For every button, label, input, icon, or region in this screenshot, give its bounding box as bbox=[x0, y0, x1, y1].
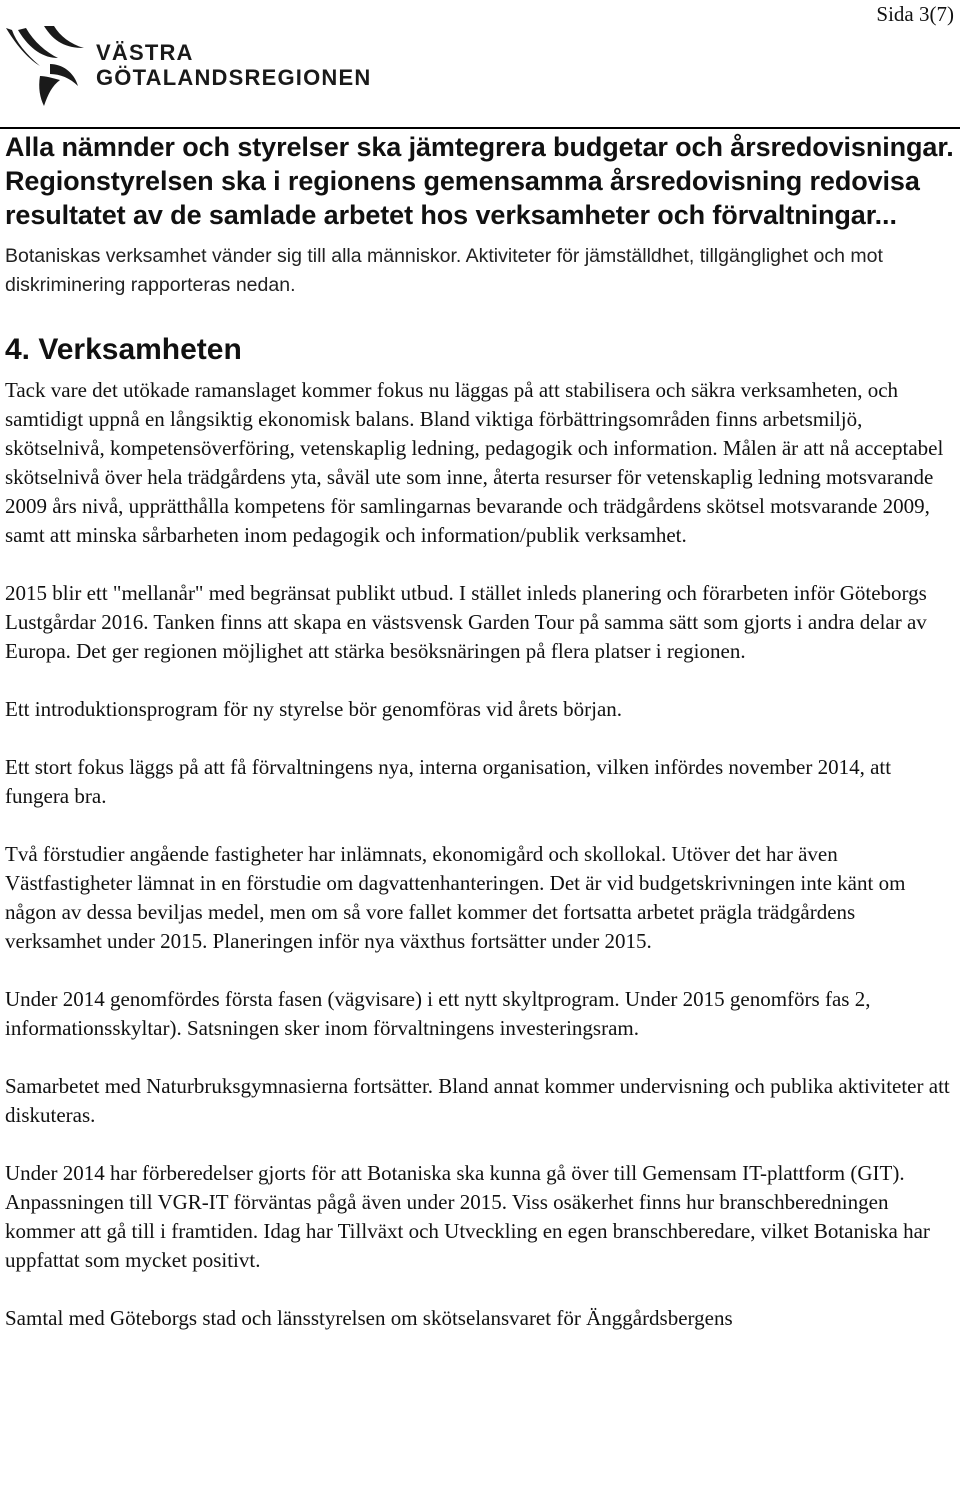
paragraph-9: Samtal med Göteborgs stad och länsstyrelsen om skötselansvaret för Änggårdsbergens bbox=[5, 1306, 733, 1330]
paragraph-5: Två förstudier angående fastigheter har inlämnats, ekonomigård och skollokal. Utöver det har även Västfastigheter lämnat in en förstudie om dagvattenhanteringen. Det är vid budgetskrivningen inte känt om någon av dessa beviljas medel, men om så vore fallet kommer det fortsatta arbetet prägla trädgårdens verksamhet under 2015. Planeringen inför nya växthus fortsätter under 2015. bbox=[5, 842, 906, 953]
paragraph-4: Ett stort fokus läggs på att få förvaltningens nya, interna organisation, vilken infördes november 2014, att fungera bra. bbox=[5, 755, 892, 808]
logo-line-2: GÖTALANDSREGIONEN bbox=[96, 65, 372, 90]
paragraph-1: Tack vare det utökade ramanslaget kommer fokus nu läggas på att stabilisera och säkra verksamheten, och samtidigt uppnå en långsiktig ekonomisk balans. Bland viktiga förbättringsområden finns arbetsmiljö, skötselnivå, kompetensöverföring, vetenskaplig ledning, pedagogik och information. Målen är att nå acceptabel skötselnivå över hela trädgårdens yta, såväl ute som inne, återta resurser för vetenskaplig ledning motsvarande 2009 års nivå, upprätthålla kompetens för samlingarnas bevarande och trädgårdens skötsel motsvarande 2009, samt att minska sårbarheten inom pedagogik och information/publik verksamhet. bbox=[5, 378, 944, 547]
paragraph-6: Under 2014 genomfördes första fasen (vägvisare) i ett nytt skyltprogram. Under 2015 genomförs fas 2, informationsskyltar). Satsningen sker inom förvaltningens investeringsram. bbox=[5, 987, 871, 1040]
document-body bbox=[5, 130, 957, 1362]
logo-wordmark bbox=[96, 40, 371, 90]
page-number: Sida 3(7) bbox=[876, 2, 954, 26]
logo-line-1: VÄSTRA bbox=[96, 40, 194, 65]
header-divider bbox=[0, 127, 960, 129]
vgr-logo-icon bbox=[4, 24, 94, 108]
quoted-directive: Alla nämnder och styrelser ska jämtegrera budgetar och årsredovisningar. Regionstyrelsen ska i regionens gemensamma årsredovisning redovisa resultatet av de samlade arbetet hos verksamheter och förvaltningar... bbox=[5, 132, 954, 230]
organization-logo bbox=[4, 24, 384, 108]
section-heading: 4. Verksamheten bbox=[5, 333, 242, 366]
intro-paragraph: Botaniskas verksamhet vänder sig till alla människor. Aktiviteter för jämställdhet, tillgänglighet och mot diskriminering rapporteras nedan. bbox=[5, 245, 883, 296]
paragraph-7: Samarbetet med Naturbruksgymnasierna fortsätter. Bland annat kommer undervisning och publika aktiviteter att diskuteras. bbox=[5, 1074, 950, 1127]
paragraph-2: 2015 blir ett "mellanår" med begränsat publikt utbud. I stället inleds planering och förarbeten inför Göteborgs Lustgårdar 2016. Tanken finns att skapa en västsvensk Garden Tour på samma sätt som gjorts i andra delar av Europa. Det ger regionen möjlighet att stärka besöksnäringen på flera platser i regionen. bbox=[5, 581, 927, 663]
paragraph-3: Ett introduktionsprogram för ny styrelse bör genomföras vid årets början. bbox=[5, 697, 623, 721]
paragraph-8: Under 2014 har förberedelser gjorts för att Botaniska ska kunna gå över till Gemensam IT-plattform (GIT). Anpassningen till VGR-IT förväntas pågå även under 2015. Viss osäkerhet finns hur branschberedningen kommer att gå till i framtiden. Idag har Tillväxt och Utveckling en egen branschberedare, vilket Botaniska har uppfattat som mycket positivt. bbox=[5, 1161, 930, 1272]
